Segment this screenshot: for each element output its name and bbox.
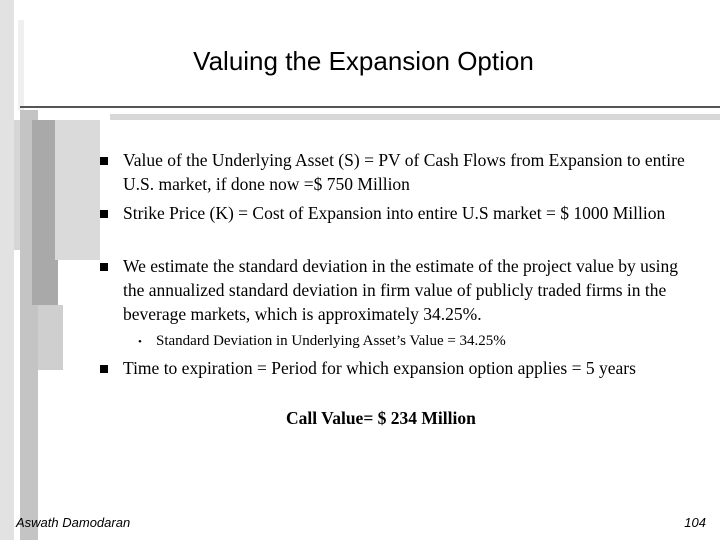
bullet-marker-4 — [100, 365, 108, 373]
bullet-3: We estimate the standard deviation in the estimate of the project value by using the annualized standard deviation in firm value of publicly traded firms in the beverage markets, which is approximately 34.25%. — [123, 256, 679, 324]
bullet-marker-1 — [100, 157, 108, 165]
page-number: 104 — [684, 515, 706, 530]
bullet-4: Time to expiration = Period for which expansion option applies = 5 years — [123, 358, 636, 378]
footer-author: Aswath Damodaran — [16, 515, 131, 530]
bullet-marker-3 — [100, 263, 108, 271]
sub-bullet: Standard Deviation in Underlying Asset’s Value = 34.25% — [156, 333, 506, 349]
sub-bullet-marker: • — [138, 336, 142, 348]
bullet-marker-2 — [100, 210, 108, 218]
slide-title: Valuing the Expansion Option — [193, 46, 534, 76]
call-value: Call Value= $ 234 Million — [286, 408, 476, 428]
bullet-2: Strike Price (K) = Cost of Expansion into entire U.S market = $ 1000 Million — [123, 203, 666, 223]
bullet-1: Value of the Underlying Asset (S) = PV of Cash Flows from Expansion to entire U.S. market, if done now =$ 750 Million — [123, 150, 685, 194]
